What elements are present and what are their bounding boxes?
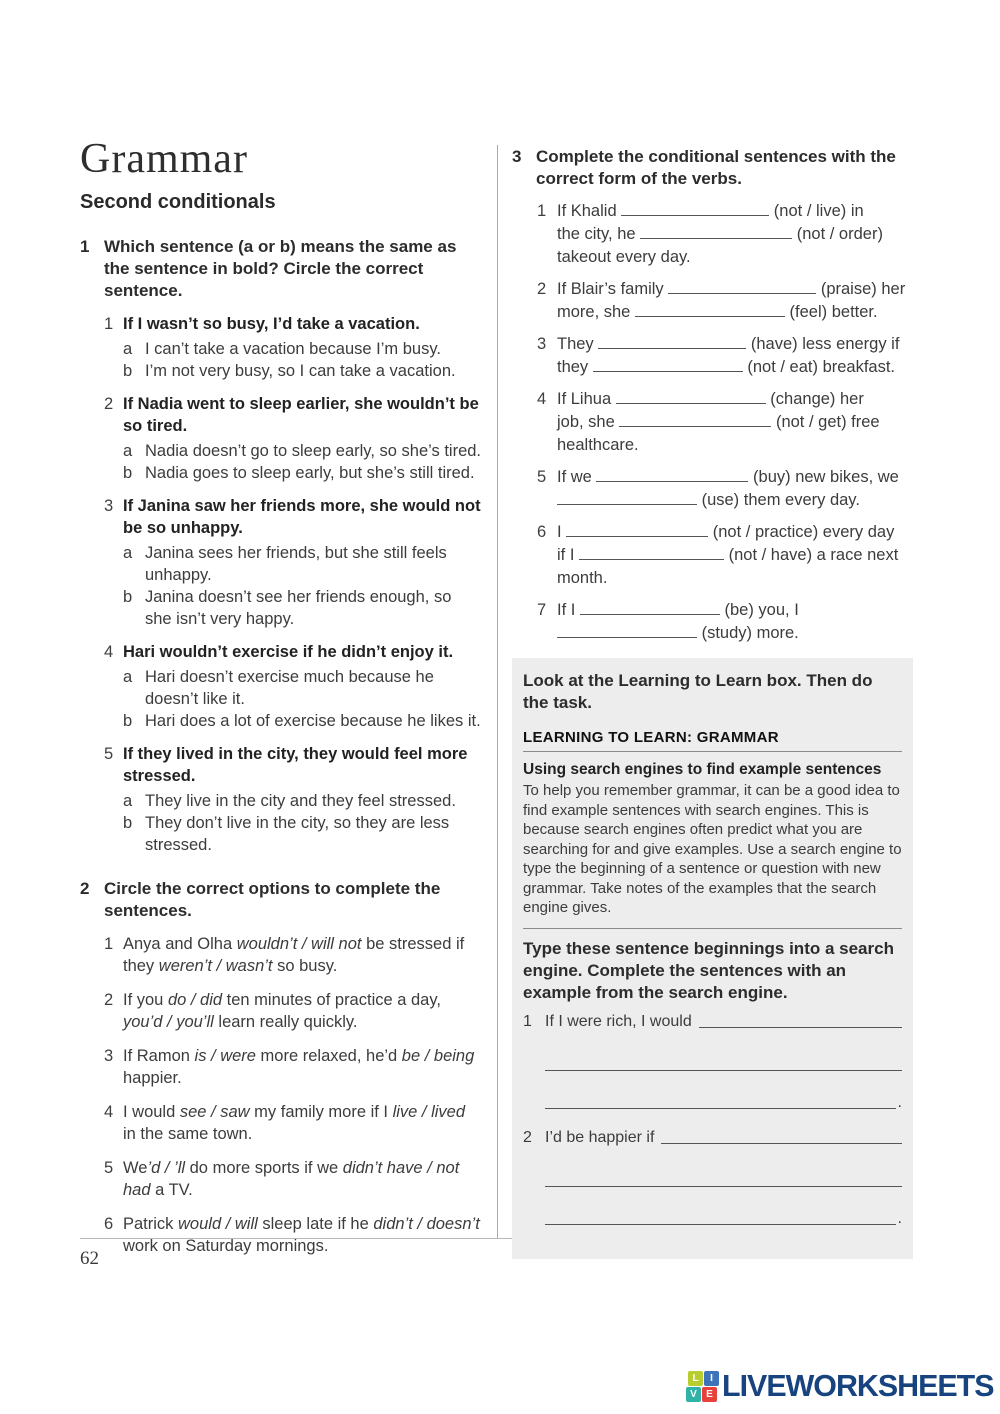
exercise1-item	[104, 641, 482, 732]
sentence-text: (use) them every day.	[697, 491, 860, 509]
exercise2-item[interactable]	[104, 933, 482, 977]
logo-letter-tile: V	[686, 1387, 701, 1402]
sentence-text: (not / eat) breakfast.	[742, 358, 896, 376]
sentence-text: If Lihua	[557, 390, 616, 408]
page-subtitle: Second conditionals	[80, 191, 276, 213]
logo-letter-tile: E	[702, 1387, 717, 1402]
answer-blank[interactable]	[640, 223, 792, 239]
exercise2-instructions: Circle the correct options to complete the sentences.	[104, 879, 441, 920]
option-row[interactable]	[123, 338, 482, 360]
option-row[interactable]	[123, 542, 482, 586]
exercise3-item	[537, 200, 913, 269]
item-number: 2	[537, 280, 547, 298]
option-letter: a	[123, 340, 133, 358]
italic-option-text: would / will	[178, 1215, 258, 1233]
answer-line-row	[545, 1092, 902, 1114]
answer-blank[interactable]	[579, 544, 724, 560]
italic-option-text: didn’t / doesn’t	[373, 1215, 480, 1233]
option-letter: b	[123, 464, 133, 482]
bold-stem-sentence: If Janina saw her friends more, she would not be so unhappy.	[123, 497, 481, 537]
exercise2-heading	[80, 878, 482, 922]
item-number: 1	[104, 315, 114, 333]
exercise2-number: 2	[80, 879, 90, 898]
sentence-text: be stressed if they	[123, 935, 465, 975]
option-text: Nadia goes to sleep early, but she’s still tired.	[145, 464, 475, 482]
option-text: They live in the city and they feel stressed.	[145, 792, 456, 810]
item-body	[123, 989, 482, 1033]
italic-option-text: didn’t have / not had	[123, 1159, 460, 1199]
item-number: 2	[523, 1128, 532, 1146]
sentence-text: healthcare.	[557, 436, 639, 454]
sentence-text: (study) more.	[697, 624, 799, 642]
exercise2-item[interactable]	[104, 1157, 482, 1201]
item-number: 3	[537, 335, 547, 353]
item-body	[557, 278, 913, 324]
italic-option-text: you’d / you’ll	[123, 1013, 214, 1031]
sentence-text: month.	[557, 569, 608, 587]
sentence-text: If Blair’s family	[557, 280, 669, 298]
sentence-text: sleep late if he	[257, 1215, 374, 1233]
item-number: 1	[537, 202, 547, 220]
exercise3-heading	[512, 146, 913, 190]
learning-task-instructions: Type these sentence beginnings into a search engine. Complete the sentences with an example from the search engine.	[523, 938, 894, 1002]
sentence-text: more relaxed, he’d	[255, 1047, 402, 1065]
answer-blank[interactable]	[545, 1208, 896, 1225]
item-body	[123, 641, 482, 732]
column-divider	[497, 145, 498, 1238]
bold-stem-sentence: If they lived in the city, they would feel more stressed.	[123, 745, 468, 785]
item-number: 5	[104, 745, 114, 763]
item-body	[123, 933, 482, 977]
liveworksheets-logo-text: LIVEWORKSHEETS	[722, 1368, 994, 1403]
option-letter: a	[123, 442, 133, 460]
item-body	[123, 1101, 482, 1145]
logo-tile-row	[686, 1387, 719, 1402]
sentence-period: .	[897, 1093, 902, 1111]
sentence-text: (be) you, I	[719, 601, 799, 619]
task-sentence-start-row	[523, 1011, 902, 1033]
italic-option-text: ’d / ’ll	[147, 1159, 186, 1177]
sentence-text: (have) less energy if	[746, 335, 900, 353]
learning-box-heading: LEARNING TO LEARN: GRAMMAR	[523, 729, 902, 752]
learning-task-items	[523, 1011, 902, 1230]
sentence-text: (praise) her	[816, 280, 906, 298]
item-number: 6	[104, 1215, 114, 1233]
option-row[interactable]	[123, 812, 482, 856]
item-body	[557, 388, 913, 457]
answer-line-row	[545, 1208, 902, 1230]
italic-option-text: live / lived	[392, 1103, 466, 1121]
option-text: I can’t take a vacation because I’m busy.	[145, 340, 441, 358]
option-letter: b	[123, 712, 133, 730]
exercise3-item	[537, 521, 913, 590]
sentence-text: a TV.	[150, 1181, 193, 1199]
task-sentence-start-row	[523, 1127, 902, 1149]
sentence-text: so busy.	[272, 957, 338, 975]
answer-blank[interactable]	[635, 301, 785, 317]
bold-stem-sentence: If Nadia went to sleep earlier, she wouldn’t be so tired.	[123, 395, 479, 435]
learning-task-item	[523, 1127, 902, 1230]
exercise1-item	[104, 393, 482, 484]
sentence-text: more, she	[557, 303, 635, 321]
item-number: 3	[104, 1047, 114, 1065]
answer-blank[interactable]	[596, 466, 748, 482]
answer-blank[interactable]	[545, 1054, 902, 1071]
sentence-text: (not / order)	[792, 225, 883, 243]
exercise1-items	[104, 313, 482, 856]
italic-option-text: see / saw	[179, 1103, 250, 1121]
item-number: 5	[537, 468, 547, 486]
option-row[interactable]	[123, 440, 482, 462]
item-body	[557, 466, 913, 512]
sentence-text: ten minutes of practice a day,	[222, 991, 441, 1009]
left-column	[80, 136, 482, 1269]
sentence-text: the city, he	[557, 225, 641, 243]
sentence-text: We	[123, 1159, 148, 1177]
option-text: I’m not very busy, so I can take a vacation.	[145, 362, 456, 380]
italic-option-text: wouldn’t / will not	[236, 935, 362, 953]
option-letter: b	[123, 362, 133, 380]
page-number: 62	[80, 1248, 99, 1269]
item-body	[557, 599, 913, 645]
option-row[interactable]	[123, 586, 482, 630]
item-body	[123, 393, 482, 484]
exercise3-item	[537, 278, 913, 324]
answer-line-row	[545, 1054, 902, 1071]
item-number: 4	[104, 1103, 114, 1121]
item-number: 3	[104, 497, 114, 515]
option-text: Janina sees her friends, but she still feels unhappy.	[145, 544, 447, 584]
option-letter: b	[123, 814, 133, 832]
sentence-text: do more sports if we	[185, 1159, 343, 1177]
item-body	[123, 1213, 482, 1257]
exercise2-items	[104, 933, 482, 1257]
exercise3-items	[537, 200, 913, 645]
answer-blank[interactable]	[566, 521, 708, 537]
item-number: 6	[537, 523, 547, 541]
item-number: 1	[104, 935, 114, 953]
sentence-text: If you	[123, 991, 168, 1009]
answer-blank[interactable]	[557, 489, 697, 505]
sentence-beginning: If I were rich, I would	[545, 1012, 692, 1030]
sentence-text: (change) her	[765, 390, 864, 408]
sentence-text: I	[557, 523, 567, 541]
exercise1-number: 1	[80, 237, 90, 256]
exercise1-heading	[80, 236, 482, 302]
item-number: 2	[104, 991, 114, 1009]
sentence-text: happier.	[123, 1069, 182, 1087]
sentence-text: takeout every day.	[557, 248, 691, 266]
option-text: Janina doesn’t see her friends enough, so she isn’t very happy.	[145, 588, 452, 628]
sentence-text: learn really quickly.	[213, 1013, 358, 1031]
answer-blank[interactable]	[616, 388, 766, 404]
exercise2-item[interactable]	[104, 1213, 482, 1257]
sentence-text: If I	[557, 601, 580, 619]
bold-stem-sentence: If I wasn’t so busy, I’d take a vacation.	[123, 315, 420, 333]
answer-blank[interactable]	[621, 200, 769, 216]
option-letter: b	[123, 588, 133, 606]
option-text: Nadia doesn’t go to sleep early, so she’s tired.	[145, 442, 482, 460]
liveworksheets-logo-icon	[686, 1371, 719, 1402]
logo-letter-tile: L	[688, 1371, 703, 1386]
exercise1-item	[104, 313, 482, 382]
italic-option-text: weren’t / wasn’t	[158, 957, 273, 975]
answer-blank[interactable]	[593, 356, 743, 372]
exercise2-item[interactable]	[104, 1045, 482, 1089]
sentence-text: I would	[123, 1103, 180, 1121]
option-text: Hari doesn’t exercise much because he doesn’t like it.	[145, 668, 434, 708]
right-column	[512, 146, 913, 1259]
option-letter: a	[123, 668, 133, 686]
logo-letter-tile: I	[704, 1371, 719, 1386]
learning-box-body: To help you remember grammar, it can be a good idea to find example sentences with search engines. This is because search engines often predict what you are searching for and give examples. Use a search engine to type the beginning of a sentence or question with new grammar. Take notes of the examples that the search engine gives.	[523, 781, 902, 929]
learning-to-learn-box	[512, 658, 913, 1259]
answer-blank[interactable]	[598, 333, 746, 349]
option-text: Hari does a lot of exercise because he likes it.	[145, 712, 481, 730]
exercise3-item	[537, 388, 913, 457]
sentence-text: (not / get) free	[771, 413, 880, 431]
exercise2-item[interactable]	[104, 1101, 482, 1145]
item-body	[557, 521, 913, 590]
exercise3-item	[537, 599, 913, 645]
sentence-period: .	[897, 1209, 902, 1227]
exercise3-item	[537, 466, 913, 512]
italic-option-text: is / were	[194, 1047, 256, 1065]
exercise3-item	[537, 333, 913, 379]
italic-option-text: do / did	[167, 991, 223, 1009]
item-body	[123, 1045, 482, 1089]
option-text: They don’t live in the city, so they are less stressed.	[145, 814, 450, 854]
option-row[interactable]	[123, 360, 482, 382]
sentence-text: (buy) new bikes, we	[748, 468, 899, 486]
item-body	[123, 495, 482, 630]
sentence-text: If Khalid	[557, 202, 622, 220]
page-title: Grammar	[80, 136, 248, 182]
item-body	[557, 333, 913, 379]
option-row[interactable]	[123, 790, 482, 812]
answer-blank[interactable]	[557, 622, 697, 638]
sentence-text: If Ramon	[123, 1047, 195, 1065]
sentence-text: Patrick	[123, 1215, 179, 1233]
sentence-text: they	[557, 358, 593, 376]
item-number: 4	[537, 390, 547, 408]
sentence-text: If we	[557, 468, 597, 486]
sentence-text: my family more if I	[249, 1103, 393, 1121]
sentence-text: Anya and Olha	[123, 935, 237, 953]
sentence-text: (feel) better.	[784, 303, 878, 321]
item-body	[123, 743, 482, 856]
item-body	[557, 200, 913, 269]
exercise1-item	[104, 743, 482, 856]
item-body	[123, 1157, 482, 1201]
answer-line-row	[545, 1170, 902, 1187]
exercise1-item	[104, 495, 482, 630]
exercise2-item[interactable]	[104, 989, 482, 1033]
liveworksheets-logo	[686, 1368, 999, 1404]
answer-blank[interactable]	[545, 1170, 902, 1187]
exercise1-instructions: Which sentence (a or b) means the same as the sentence in bold? Circle the correct sentence.	[104, 237, 457, 300]
sentence-text: (not / live) in	[769, 202, 864, 220]
logo-tile-row	[688, 1371, 719, 1386]
learning-box-subheading: Using search engines to find example sentences	[523, 761, 882, 778]
answer-blank[interactable]	[661, 1127, 902, 1144]
sentence-text: if I	[557, 546, 580, 564]
answer-blank[interactable]	[545, 1092, 896, 1109]
learning-box-intro: Look at the Learning to Learn box. Then do the task.	[523, 671, 873, 712]
sentence-text: (not / have) a race next	[724, 546, 899, 564]
bold-stem-sentence: Hari wouldn’t exercise if he didn’t enjoy it.	[123, 643, 454, 661]
sentence-text: work on Saturday mornings.	[123, 1237, 329, 1255]
answer-blank[interactable]	[619, 411, 771, 427]
sentence-text: They	[557, 335, 599, 353]
item-body	[123, 313, 482, 382]
item-number: 1	[523, 1012, 532, 1030]
option-letter: a	[123, 792, 133, 810]
item-number: 7	[537, 601, 547, 619]
item-number: 4	[104, 643, 114, 661]
sentence-text: job, she	[557, 413, 620, 431]
option-letter: a	[123, 544, 133, 562]
option-row[interactable]	[123, 666, 482, 710]
option-row[interactable]	[123, 710, 482, 732]
answer-blank[interactable]	[580, 599, 720, 615]
item-number: 5	[104, 1159, 114, 1177]
sentence-beginning: I’d be happier if	[545, 1128, 655, 1146]
exercise3-instructions: Complete the conditional sentences with the correct form of the verbs.	[536, 147, 896, 188]
sentence-text: (not / practice) every day	[708, 523, 895, 541]
exercise3-number: 3	[512, 147, 522, 166]
option-row[interactable]	[123, 462, 482, 484]
answer-blank[interactable]	[699, 1011, 902, 1028]
italic-option-text: be / being	[401, 1047, 475, 1065]
item-number: 2	[104, 395, 114, 413]
answer-blank[interactable]	[668, 278, 816, 294]
learning-task-item	[523, 1011, 902, 1114]
sentence-text: in the same town.	[123, 1125, 253, 1143]
